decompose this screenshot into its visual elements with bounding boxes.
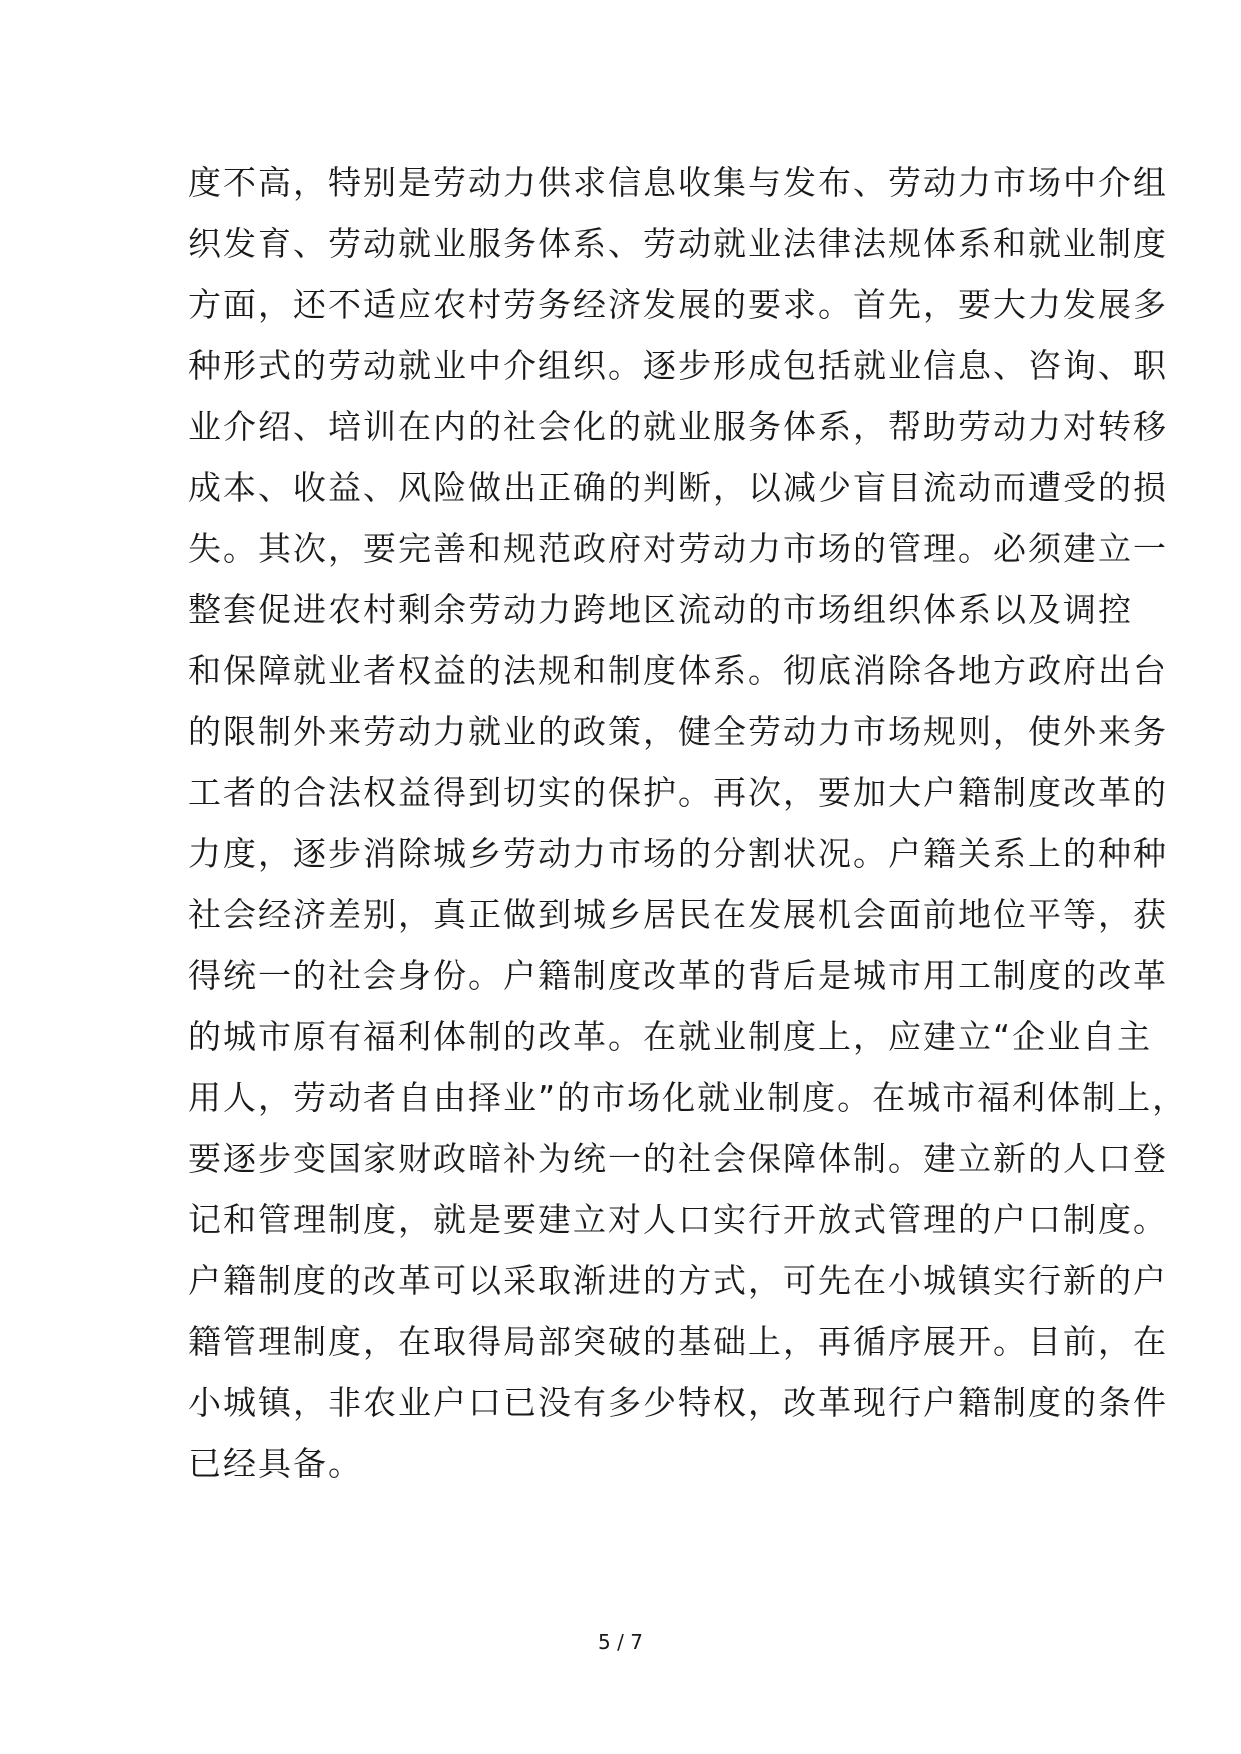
text-line: 已经具备。 — [188, 1444, 363, 1483]
text-line: 整套促进农村剩余劳动力跨地区流动的市场组织体系以及调控 — [188, 590, 1133, 629]
text-line: 小城镇，非农业户口已没有多少特权，改革现行户籍制度的条件 — [188, 1383, 1168, 1422]
text-line: 得统一的社会身份。户籍制度改革的背后是城市用工制度的改革 — [188, 956, 1168, 995]
body-text — [188, 152, 1188, 1494]
text-line: 力度，逐步消除城乡劳动力市场的分割状况。户籍关系上的种种 — [188, 834, 1168, 873]
text-line: 用人，劳动者自由择业”的市场化就业制度。在城市福利体制上， — [188, 1078, 1188, 1117]
text-line: 度不高，特别是劳动力供求信息收集与发布、劳动力市场中介组 — [188, 163, 1168, 202]
text-line: 社会经济差别，真正做到城乡居民在发展机会面前地位平等，获 — [188, 895, 1168, 934]
text-line: 方面，还不适应农村劳务经济发展的要求。首先，要大力发展多 — [188, 285, 1168, 324]
text-line: 记和管理制度，就是要建立对人口实行开放式管理的户口制度。 — [188, 1200, 1168, 1239]
text-line: 失。其次，要完善和规范政府对劳动力市场的管理。必须建立一 — [188, 529, 1168, 568]
text-line: 成本、收益、风险做出正确的判断，以减少盲目流动而遭受的损 — [188, 468, 1168, 507]
text-line: 业介绍、培训在内的社会化的就业服务体系，帮助劳动力对转移 — [188, 407, 1168, 446]
text-line: 的限制外来劳动力就业的政策，健全劳动力市场规则，使外来务 — [188, 712, 1168, 751]
text-line: 的城市原有福利体制的改革。在就业制度上，应建立“企业自主 — [188, 1017, 1153, 1056]
text-line: 和保障就业者权益的法规和制度体系。彻底消除各地方政府出台 — [188, 651, 1168, 690]
text-line: 要逐步变国家财政暗补为统一的社会保障体制。建立新的人口登 — [188, 1139, 1168, 1178]
text-line: 户籍制度的改革可以采取渐进的方式，可先在小城镇实行新的户 — [188, 1261, 1168, 1300]
text-line: 籍管理制度，在取得局部突破的基础上，再循序展开。目前，在 — [188, 1322, 1168, 1361]
text-line: 工者的合法权益得到切实的保护。再次，要加大户籍制度改革的 — [188, 773, 1168, 812]
text-line: 种形式的劳动就业中介组织。逐步形成包括就业信息、咨询、职 — [188, 346, 1168, 385]
text-line: 织发育、劳动就业服务体系、劳动就业法律法规体系和就业制度 — [188, 224, 1168, 263]
page-number: 5 / 7 — [598, 1630, 643, 1654]
